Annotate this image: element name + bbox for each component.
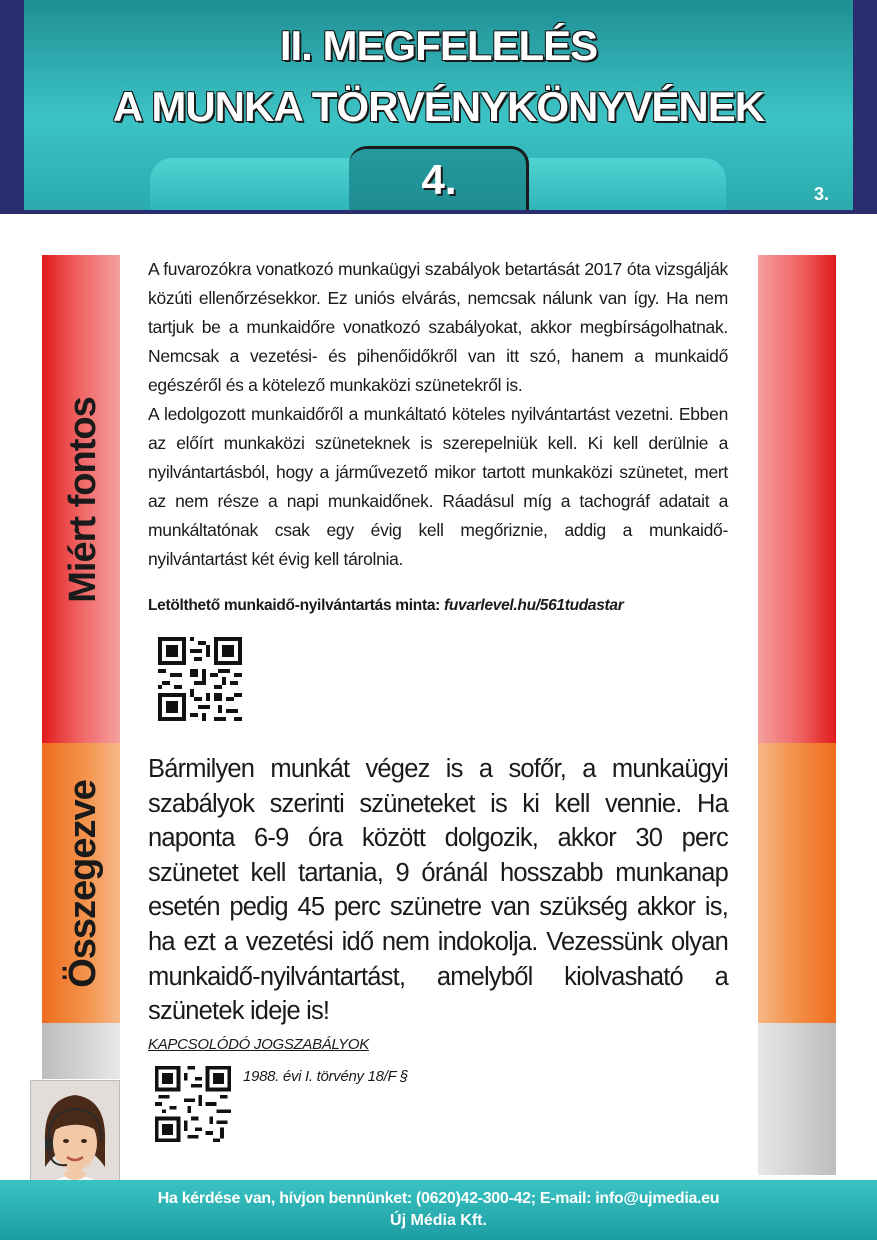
why-stripe-right — [758, 255, 836, 743]
related-laws-heading: KAPCSOLÓDÓ JOGSZABÁLYOK — [148, 1036, 369, 1053]
intro-paragraph: A fuvarozókra vonatkozó munkaügyi szabályok betartását 2017 óta vizsgálják közúti ellenőrzésekkor. Ez uniós elvárás, nemcsak nálunk van így. Ha nem tartjuk be a munkaidőre vonatkozó szabályokat, akkor megbírságolhatnak. Nemcsak a vezetési- és pihenőidőkről van itt szó, hanem a munkaidő egészéről és a kötelező munkaközi szünetekről is. A ledolgozott munkaidőről a munkáltató köteles nyilvántartást vezetni. Ebben az előírt munkaközi szüneteknek is szerepelniük kell. Ki kell derülnie a nyilvántartásból, hogy a járművezető mikor tartott munkaközi szünetet, mert az nem része a napi munkaidőnek. Ráadásul míg a tachográf adatait a munkáltatónak csak egy évig kell megőriznie, addig a munkaidő-nyilvántartást két évig kell tárolnia. — [148, 259, 728, 569]
page-title-line2: A MUNKA TÖRVÉNYKÖNYVÉNEK — [112, 83, 765, 130]
summary-stripe-right — [758, 743, 836, 1023]
header-right-bar — [853, 0, 877, 214]
download-line — [148, 597, 623, 615]
page-number: 3. — [814, 184, 830, 204]
download-link[interactable]: fuvarlevel.hu/561tudastar — [444, 597, 624, 614]
summary-paragraph: Bármilyen munkát végez is a sofőr, a munkaügyi szabályok szerinti szüneteket is ki kell vennie. Ha naponta 6-9 óra között dolgozik, akkor 30 perc szünetet kell tartania, 9 óránál hosszabb munkanap esetén pedig 45 perc szünetre van szükség akkor is, ha ezt a vezetési idő nem indokolja. Vezessünk olyan munkaidő-nyilvántartást, amelyből kiolvasható a szünetek ideje is! — [148, 755, 728, 1026]
qr-code-law[interactable] — [155, 1066, 231, 1142]
header-left-bar — [0, 0, 24, 214]
header-divider — [0, 210, 877, 214]
footer-banner — [0, 1180, 877, 1240]
related-stripe-left — [42, 1023, 120, 1079]
chapter-number: 4. — [421, 156, 457, 203]
qr-code-icon — [155, 1066, 231, 1142]
law-reference: 1988. évi I. törvény 18/F § — [243, 1068, 409, 1085]
qr-code-download[interactable] — [158, 637, 242, 721]
page-title-line1: II. MEGFELELÉS — [279, 22, 598, 69]
footer-contact: Ha kérdése van, hívjon bennünket: (0620)42-300-42; E-mail: info@ujmedia.eu — [157, 1190, 720, 1207]
why-important-label: Miért fontos — [62, 397, 104, 603]
related-stripe-right — [758, 1023, 836, 1175]
qr-code-icon — [158, 637, 242, 721]
download-label: Letölthető munkaidő-nyilvántartás minta: — [148, 597, 441, 614]
summary-label: Összegezve — [62, 780, 104, 988]
footer-company: Új Média Kft. — [390, 1212, 487, 1229]
